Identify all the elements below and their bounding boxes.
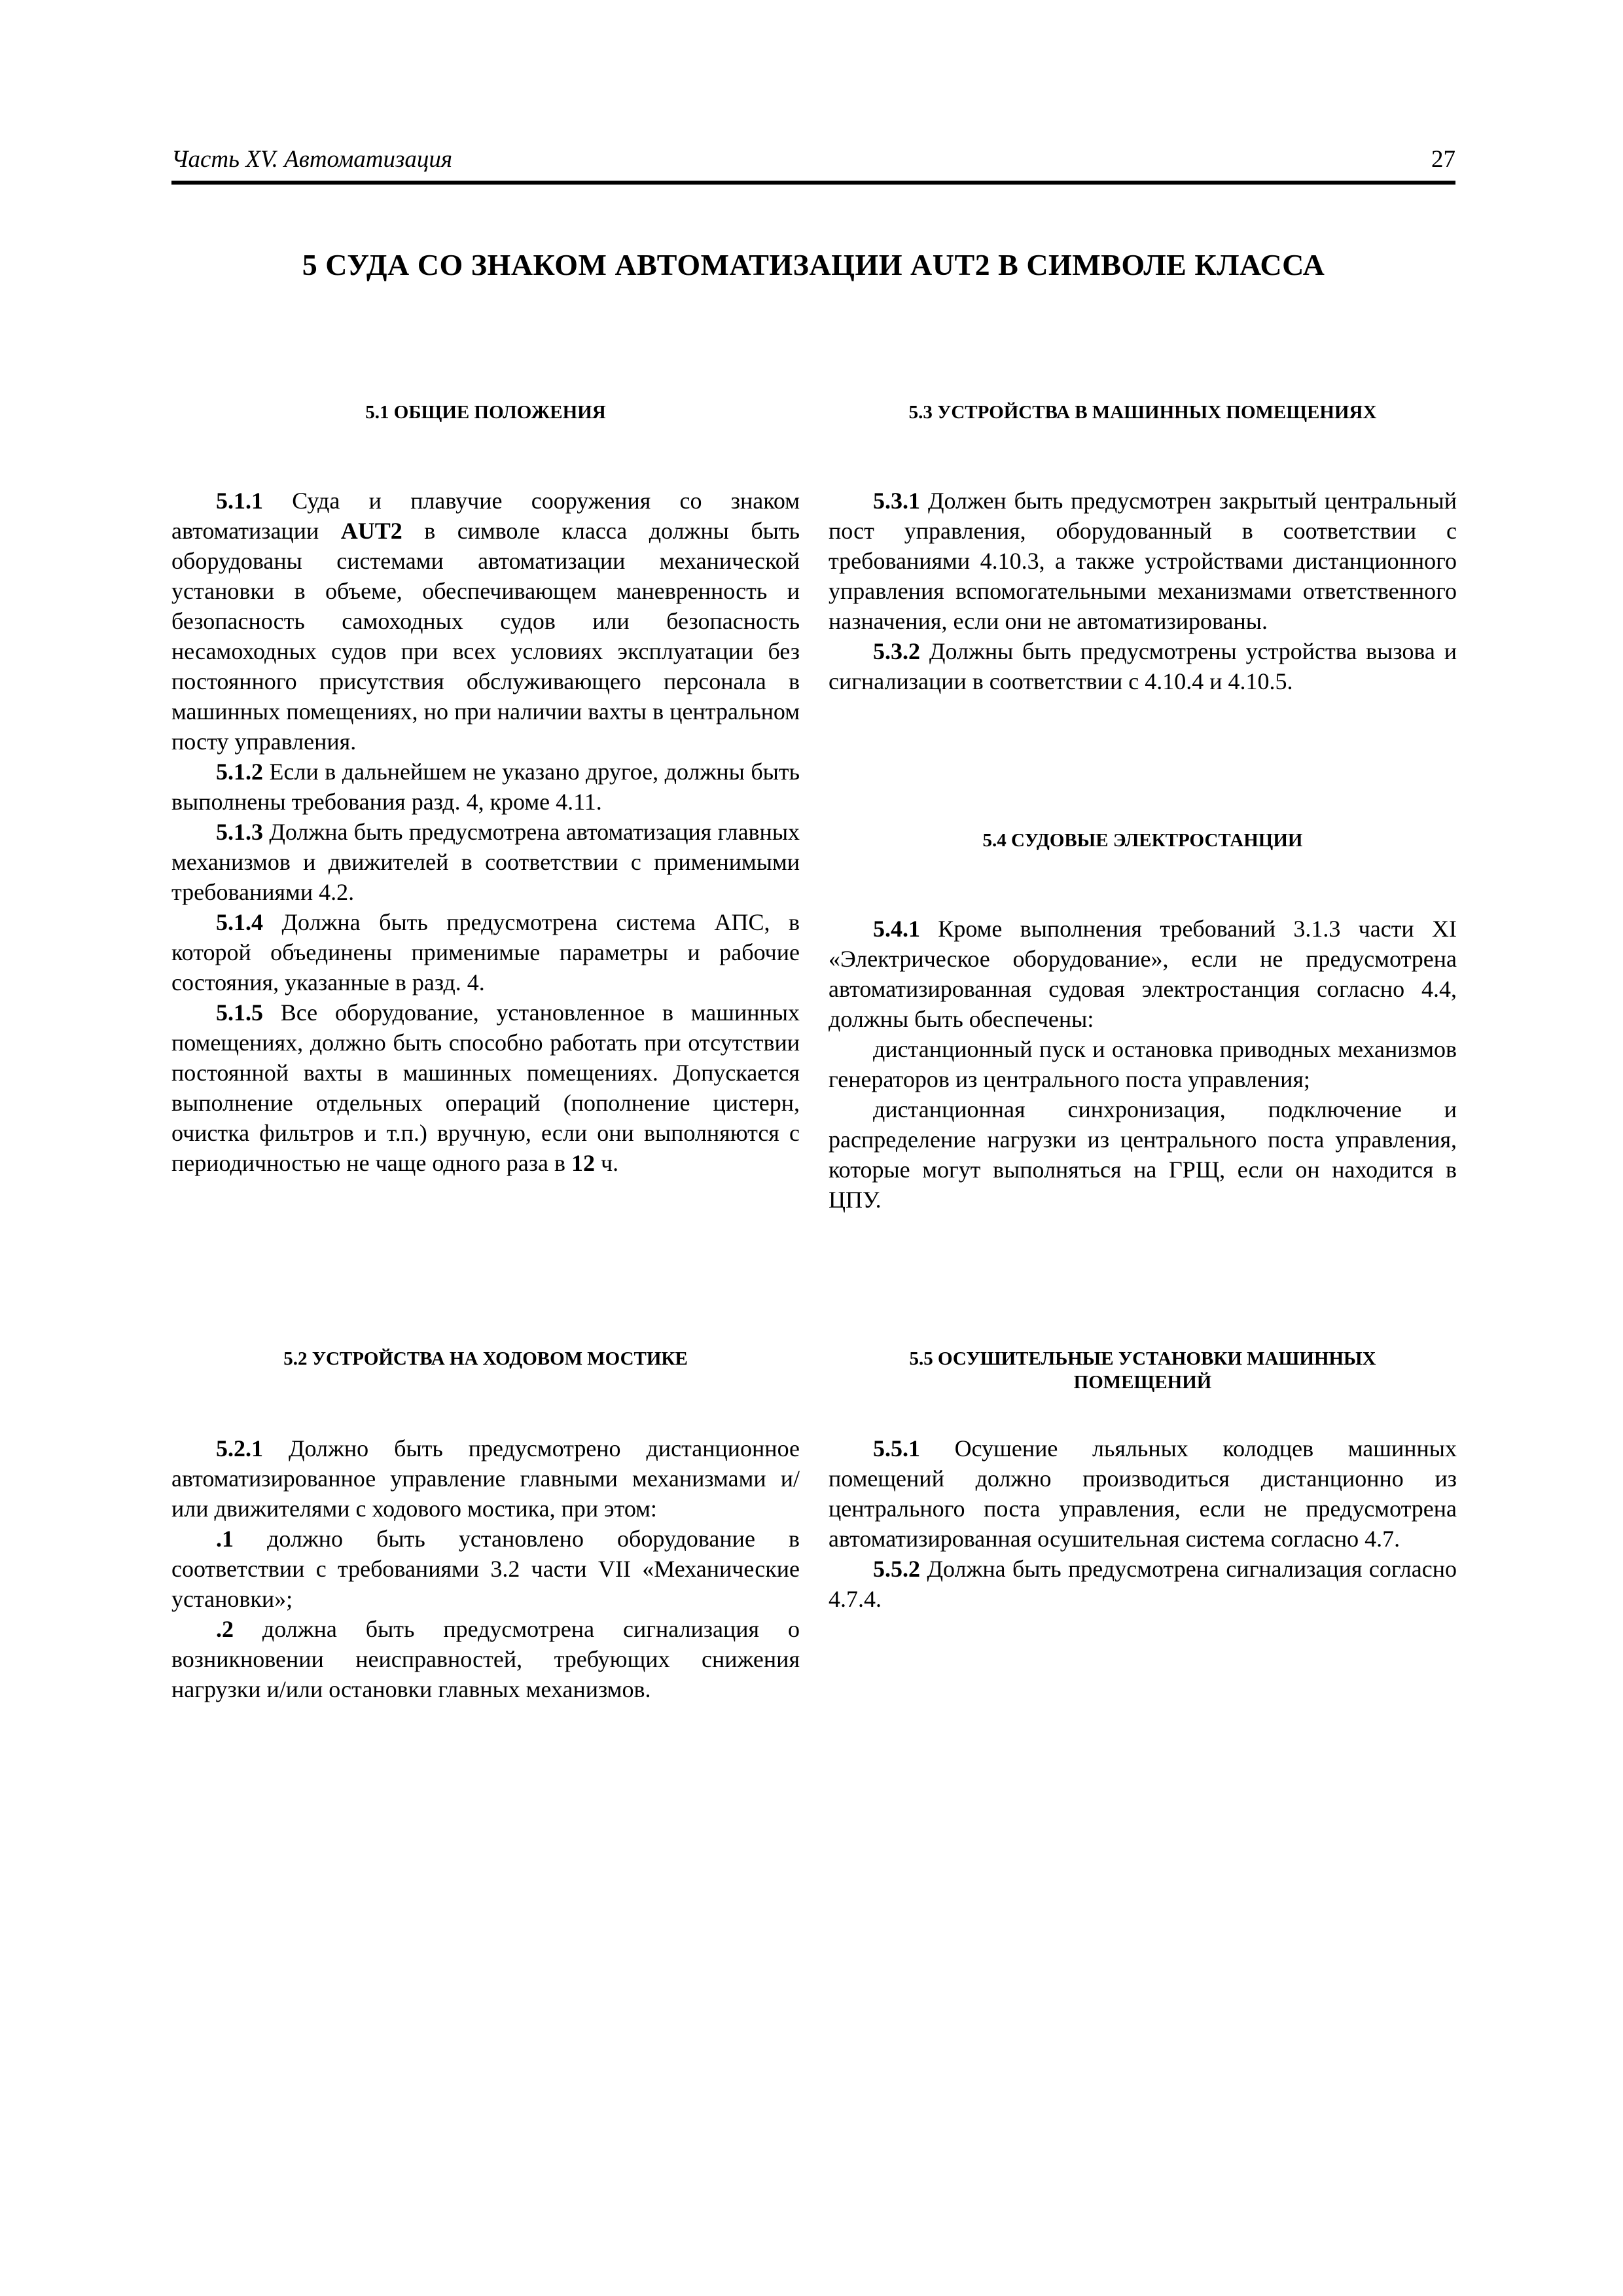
section-5-3-body — [829, 486, 1457, 696]
item-number: .2 — [216, 1616, 234, 1642]
section-5-5-heading-line-1: 5.5 ОСУШИТЕЛЬНЫЕ УСТАНОВКИ МАШИННЫХ — [909, 1348, 1376, 1369]
paragraph-5-2-1-item-1 — [171, 1524, 800, 1614]
paragraph-5-1-1 — [171, 486, 800, 757]
paragraph-5-5-1 — [829, 1433, 1457, 1554]
clause-text: Кроме выполнения требований 3.1.3 части XI «Электрическое оборудование», если не предусмотрена автоматизированная судовая электростанция согласно 4.4, должны быть обеспечены: — [829, 916, 1457, 1032]
paragraph-5-1-5 — [171, 997, 800, 1178]
clause-number: 5.5.1 — [873, 1435, 920, 1462]
section-5-4-heading: 5.4 СУДОВЫЕ ЭЛЕКТРОСТАНЦИИ — [982, 830, 1303, 851]
clause-text: Если в дальнейшем не указано другое, должны быть выполнены требования разд. 4, кроме 4.11. — [171, 759, 800, 815]
paragraph-5-4-1-item-1: дистанционный пуск и остановка приводных механизмов генераторов из центрального поста управления; — [829, 1036, 1457, 1092]
clause-text: Должна быть предусмотрена система АПС, в которой объединены применимые параметры и рабочие состояния, указанные в разд. 4. — [171, 909, 800, 996]
clause-number: 5.2.1 — [216, 1435, 263, 1462]
clause-text: в символе класса должны быть оборудованы системами автоматизации механической установки в объеме, обеспечивающем маневренность и безопасность самоходных судов или безопасность несамоходных судов при всех условиях эксплуатации без постоянного присутствия обслуживающего персонала в машинных помещениях, но при наличии вахты в центральном посту управления. — [171, 518, 800, 755]
clause-text: Все оборудование, установленное в машинных помещениях, должно быть способно работать при отсутствии постоянной вахты в машинных помещениях. Допускается выполнение отдельных операций (пополнение цистерн, очистка фильтров и т.п.) вручную, если они выполняются с периодичностью не чаще одного раза в — [171, 999, 800, 1176]
item-number: .1 — [216, 1526, 234, 1552]
clause-number: 5.1.5 — [216, 999, 263, 1026]
clause-number: 5.1.2 — [216, 759, 263, 785]
class-notation: AUT2 — [340, 518, 402, 544]
paragraph-5-3-1 — [829, 486, 1457, 636]
part-title: Часть XV. Автоматизация — [171, 146, 453, 173]
paragraph-5-3-2 — [829, 636, 1457, 696]
clause-number: 5.3.1 — [873, 488, 920, 514]
clause-text: Должна быть предусмотрена сигнализация согласно 4.7.4. — [829, 1556, 1457, 1612]
section-5-4-body — [829, 914, 1457, 1215]
chapter-title: 5 СУДА СО ЗНАКОМ АВТОМАТИЗАЦИИ AUT2 В СИМВОЛЕ КЛАССА — [302, 248, 1325, 281]
paragraph-5-1-3 — [171, 817, 800, 907]
clause-text: ч. — [594, 1150, 619, 1176]
clause-number: 5.4.1 — [873, 916, 920, 942]
paragraph-5-5-2 — [829, 1554, 1457, 1614]
clause-text: Суда и плавучие сооружения со знаком автоматизации — [171, 488, 800, 544]
page-number: 27 — [1431, 146, 1455, 173]
item-text: должно быть установлено оборудование в соответствии с требованиями 3.2 части VII «Механические установки»; — [171, 1526, 800, 1612]
section-5-5-heading — [829, 1347, 1457, 1394]
paragraph-5-1-2 — [171, 757, 800, 817]
item-text: должна быть предусмотрена сигнализация о возникновении неисправностей, требующих снижения нагрузки и/или остановки главных механизмов. — [171, 1616, 800, 1702]
paragraph-5-2-1-item-2 — [171, 1614, 800, 1704]
clause-number: 5.1.3 — [216, 819, 263, 845]
paragraph-5-1-4 — [171, 907, 800, 997]
section-5-5-heading-line-2: ПОМЕЩЕНИЙ — [1073, 1372, 1212, 1393]
clause-text: Должен быть предусмотрен закрытый центральный пост управления, оборудованный в соответствии с требованиями 4.10.3, а также устройствами дистанционного управления вспомогательными механизмами ответственного назначения, если они не автоматизированы. — [829, 488, 1457, 634]
section-5-1-body — [171, 486, 800, 1178]
clause-number: 5.3.2 — [873, 638, 920, 664]
section-5-5-body — [829, 1433, 1457, 1614]
clause-number: 5.5.2 — [873, 1556, 920, 1582]
clause-text: Должна быть предусмотрена автоматизация главных механизмов и движителей в соответствии с применимыми требованиями 4.2. — [171, 819, 800, 905]
paragraph-5-4-1 — [829, 914, 1457, 1034]
clause-text: Должны быть предусмотрены устройства вызова и сигнализации в соответствии с 4.10.4 и 4.10.5. — [829, 638, 1457, 694]
clause-text: Осушение льяльных колодцев машинных помещений должно производиться дистанционно из центрального поста управления, если не предусмотрена автоматизированная осушительная система согласно 4.7. — [829, 1435, 1457, 1552]
section-5-2-body — [171, 1433, 800, 1704]
clause-text: Должно быть предусмотрено дистанционное автоматизированное управление главными механизмами и/или движителями с ходового мостика, при этом: — [171, 1435, 800, 1522]
section-5-3-heading: 5.3 УСТРОЙСТВА В МАШИННЫХ ПОМЕЩЕНИЯХ — [908, 402, 1377, 423]
hours-value: 12 — [571, 1150, 595, 1176]
clause-number: 5.1.4 — [216, 909, 263, 935]
section-5-2-heading: 5.2 УСТРОЙСТВА НА ХОДОВОМ МОСТИКЕ — [283, 1348, 688, 1369]
paragraph-5-4-1-item-2: дистанционная синхронизация, подключение и распределение нагрузки из центрального поста управления, которые могут выполняться на ГРЩ, если он находится в ЦПУ. — [829, 1096, 1457, 1213]
running-header — [171, 145, 1455, 185]
clause-number: 5.1.1 — [216, 488, 263, 514]
section-5-1-heading: 5.1 ОБЩИЕ ПОЛОЖЕНИЯ — [365, 402, 606, 423]
paragraph-5-2-1 — [171, 1433, 800, 1524]
